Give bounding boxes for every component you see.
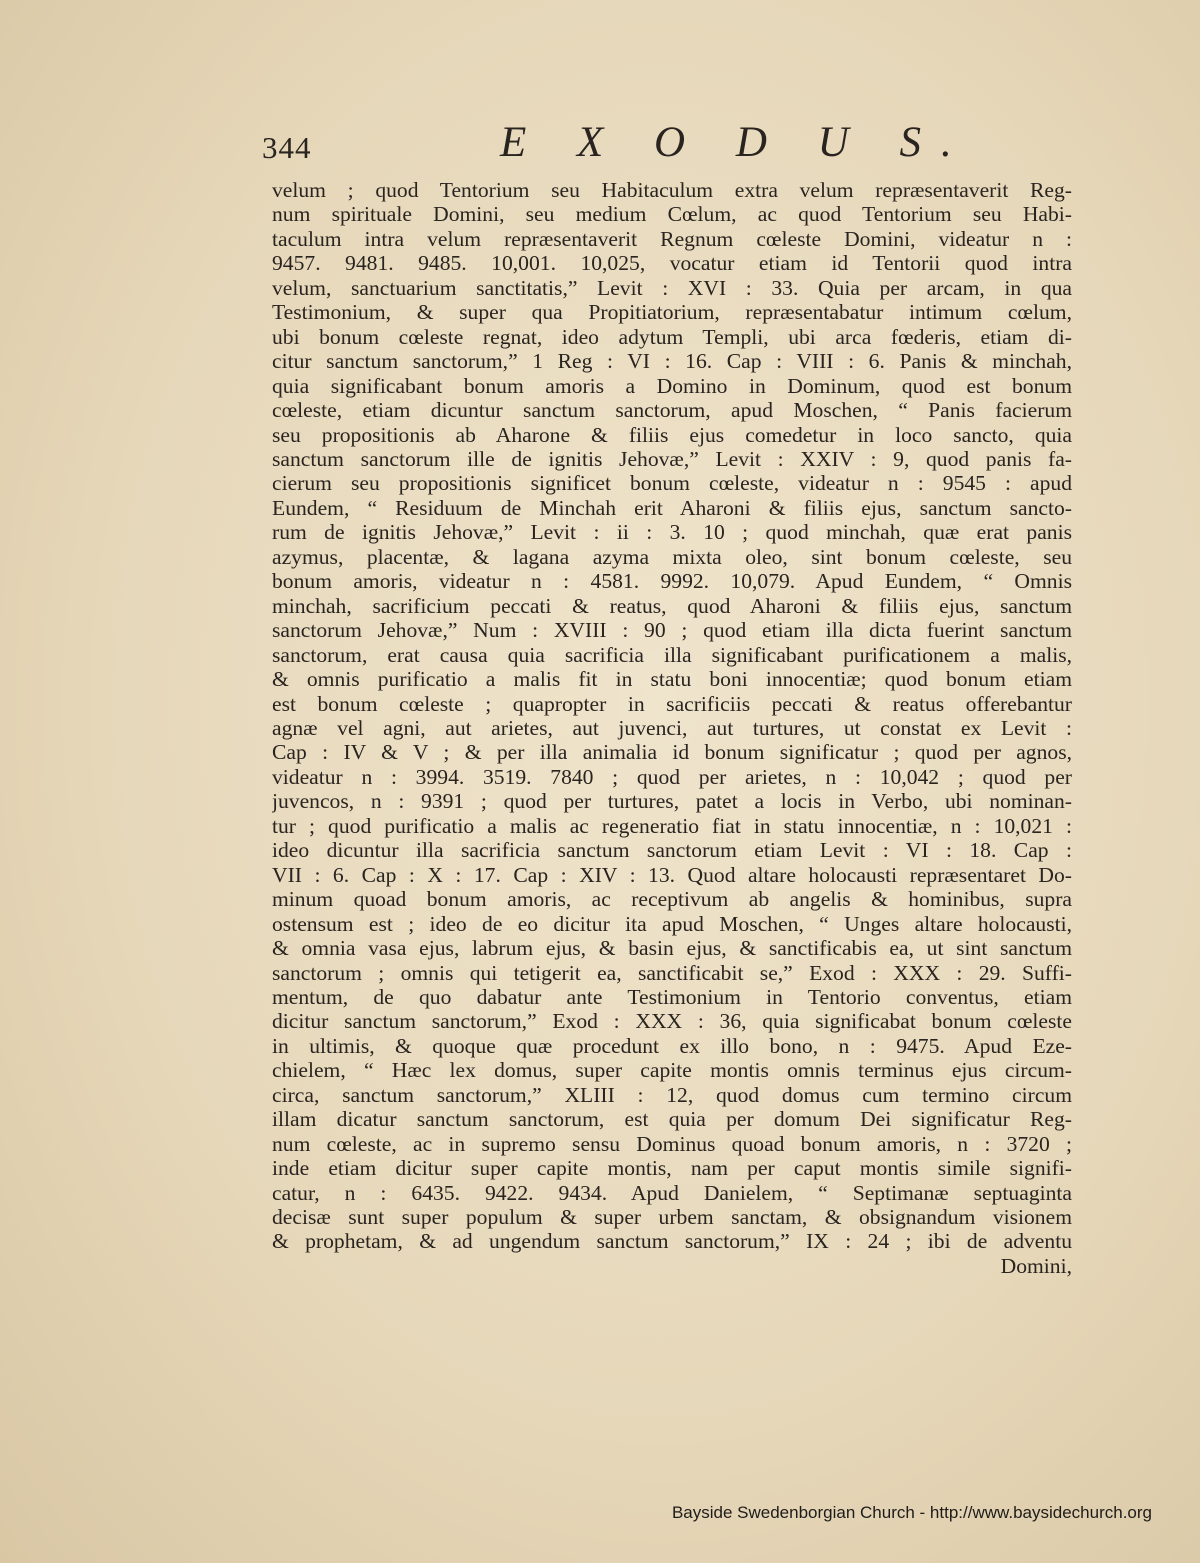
text-line: sanctorum Jehovæ,” Num : XVIII : 90 ; quod etiam illa dicta fuerint sanctum [272, 618, 1072, 643]
text-line: ideo dicuntur illa sacrificia sanctum sanctorum etiam Levit : VI : 18. Cap : [272, 838, 1072, 863]
text-line: Testimonium, & super qua Propitiatorium, repræsentabatur intimum cœlum, [272, 300, 1072, 325]
text-line: velum ; quod Tentorium seu Habitaculum extra velum repræsentaverit Reg- [272, 178, 1072, 202]
text-line: seu propositionis ab Aharone & filiis ejus comedetur in loco sancto, quia [272, 422, 1072, 447]
text-line: num cœleste, ac in supremo sensu Dominus quoad bonum amoris, n : 3720 ; [272, 1131, 1072, 1156]
text-line: Eundem, “ Residuum de Minchah erit Aharoni & filiis ejus, sanctum sancto- [272, 495, 1072, 520]
text-line: agnæ vel agni, aut arietes, aut juvenci, aut turtures, ut constat ex Levit : [272, 715, 1072, 740]
page-header [262, 118, 1062, 178]
text-line: taculum intra velum repræsentaverit Regnum cœleste Domini, videatur n : [272, 226, 1072, 251]
text-line: ostensum est ; ideo de eo dicitur ita apud Moschen, “ Unges altare holocausti, [272, 911, 1072, 936]
text-line: chielem, “ Hæc lex domus, super capite montis omnis terminus ejus circum- [272, 1058, 1072, 1083]
text-line: velum, sanctuarium sanctitatis,” Levit : XVI : 33. Quia per arcam, in qua [272, 275, 1072, 300]
text-line: catur, n : 6435. 9422. 9434. Apud Danielem, “ Septimanæ septuaginta [272, 1180, 1072, 1205]
text-line: est bonum cœleste ; quapropter in sacrificiis peccati & reatus offerebantur [272, 691, 1072, 716]
text-line: tur ; quod purificatio a malis ac regeneratio fiat in statu innocentiæ, n : 10,021 : [272, 813, 1072, 838]
text-line: circa, sanctum sanctorum,” XLIII : 12, quod domus cum termino circum [272, 1082, 1072, 1107]
text-line: in ultimis, & quoque quæ procedunt ex illo bono, n : 9475. Apud Eze- [272, 1033, 1072, 1058]
text-line: sanctum sanctorum ille de ignitis Jehovæ,” Levit : XXIV : 9, quod panis fa- [272, 446, 1072, 471]
text-line: rum de ignitis Jehovæ,” Levit : ii : 3. 10 ; quod minchah, quæ erat panis [272, 520, 1072, 545]
text-line: citur sanctum sanctorum,” 1 Reg : VI : 16. Cap : VIII : 6. Panis & minchah, [272, 349, 1072, 374]
text-line: bonum amoris, videatur n : 4581. 9992. 10,079. Apud Eundem, “ Omnis [272, 569, 1072, 594]
footer-credit: Bayside Swedenborgian Church - http://www.baysidechurch.org [671, 1503, 1152, 1522]
text-line: inde etiam dicitur super capite montis, nam per caput montis simile signifi- [272, 1156, 1072, 1181]
page-number: 344 [262, 130, 312, 165]
text-line: cierum seu propositionis significet bonum cœleste, videatur n : 9545 : apud [272, 471, 1072, 496]
text-line: minchah, sacrificium peccati & reatus, quod Aharoni & filiis ejus, sanctum [272, 593, 1072, 618]
text-line: & omnis purificatio a malis fit in statu boni innocentiæ; quod bonum etiam [272, 667, 1072, 692]
text-line: minum quoad bonum amoris, ac receptivum ab angelis & hominibus, supra [272, 887, 1072, 912]
running-title: E X O D U S. [500, 119, 972, 166]
text-line: ubi bonum cœleste regnat, ideo adytum Templi, ubi arca fœderis, etiam di- [272, 324, 1072, 349]
text-line: num spirituale Domini, seu medium Cœlum, ac quod Tentorium seu Habi- [272, 202, 1072, 227]
text-line: juvencos, n : 9391 ; quod per turtures, patet a locis in Verbo, ubi nominan- [272, 789, 1072, 814]
text-line: Cap : IV & V ; & per illa animalia id bonum significatur ; quod per agnos, [272, 740, 1072, 765]
text-line: & omnia vasa ejus, labrum ejus, & basin ejus, & sanctificabis ea, ut sint sanctum [272, 936, 1072, 961]
text-line: videatur n : 3994. 3519. 7840 ; quod per arietes, n : 10,042 ; quod per [272, 764, 1072, 789]
text-line: mentum, de quo dabatur ante Testimonium in Tentorio conventus, etiam [272, 984, 1072, 1009]
text-line: decisæ sunt super populum & super urbem sanctam, & obsignandum visionem [272, 1205, 1072, 1230]
text-line: & prophetam, & ad ungendum sanctum sanctorum,” IX : 24 ; ibi de adventu [272, 1229, 1072, 1254]
text-line: 9457. 9481. 9485. 10,001. 10,025, vocatur etiam id Tentorii quod intra [272, 251, 1072, 276]
body-text [272, 178, 1072, 1278]
text-line: VII : 6. Cap : X : 17. Cap : XIV : 13. Quod altare holocausti repræsentaret Do- [272, 862, 1072, 887]
text-line: sanctorum, erat causa quia sacrificia illa significabant purificationem a malis, [272, 642, 1072, 667]
text-line: sanctorum ; omnis qui tetigerit ea, sanctificabit se,” Exod : XXX : 29. Suffi- [272, 960, 1072, 985]
text-line: dicitur sanctum sanctorum,” Exod : XXX : 36, quia significabat bonum cœleste [272, 1009, 1072, 1034]
text-line: illam dicatur sanctum sanctorum, est quia per domum Dei significatur Reg- [272, 1107, 1072, 1132]
text-line: Domini, [1000, 1253, 1072, 1278]
text-line: quia significabant bonum amoris a Domino in Dominum, quod est bonum [272, 373, 1072, 398]
text-line: cœleste, etiam dicuntur sanctum sanctorum, apud Moschen, “ Panis facierum [272, 398, 1072, 423]
text-line: azymus, placentæ, & lagana azyma mixta oleo, sint bonum cœleste, seu [272, 544, 1072, 569]
